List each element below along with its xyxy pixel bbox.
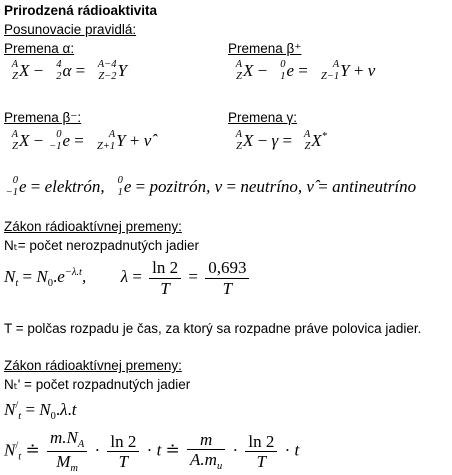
beta-minus-equation: A Z X − 0 −1 e = A Z+1 Y + ν̂ — [11, 129, 152, 152]
electron-text: elektrón — [44, 177, 101, 196]
title: Prirodzená rádioaktivita — [4, 3, 158, 18]
neutrino-text: neutríno — [240, 177, 298, 196]
shift-rules-heading: Posunovacie pravidlá: — [4, 22, 137, 37]
law2-heading: Zákon rádioaktívnej premeny: — [4, 358, 182, 373]
decay-constant-value: 0,693 — [205, 258, 249, 279]
beta-plus-equation: A Z X − 0 1 e = A Z−1 Y + ν — [235, 59, 376, 82]
alpha-equation: A Z X − 4 2 α = A−4 Z−2 Y — [11, 59, 127, 82]
beta-plus-label: Premena β⁺ — [228, 41, 302, 56]
particle-definitions: 0 −1 e = elektrón, 0 1 e = pozitrón, ν = neutríno, ν̂ = antineutríno — [5, 175, 417, 198]
positron-text: pozitrón — [149, 177, 207, 196]
decayed-nuclei-equation: $N^/_t = N_0.\lambda.t$ — [4, 400, 77, 422]
law1-definition: Nₜ= počet nerozpadnutých jadier — [4, 238, 199, 253]
ln2-numerator: ln 2 — [149, 258, 181, 279]
half-life-note: T = polčas rozpadu je čas, za ktorý sa rozpadne práve polovica jadier. — [4, 321, 422, 336]
law1-heading: Zákon rádioaktívnej premeny: — [4, 219, 182, 234]
beta-minus-label: Premena β⁻: — [4, 110, 82, 125]
decay-law-equation: $N_t = N_0.e^{-\lambda.t}$, λ = $\frac{\ln 2}{T}$ = $\frac{0,693}{T}$ — [4, 258, 252, 298]
law2-definition: Nₜ' = počet rozpadnutých jadier — [4, 377, 191, 392]
alpha-label: Premena α: — [4, 41, 75, 56]
antineutrino-text: antineutríno — [332, 177, 417, 196]
mass-equation: $N^/_t$ ≐ $\frac{m.N_A}{M_m}$ · $\frac{\ln 2}{T}$ · t ≐ $\frac{m}{A.m_u}$ · $\frac{\ln 2}{T}$ · t — [4, 428, 300, 475]
gamma-label: Premena γ: — [228, 110, 298, 125]
gamma-equation: A Z X − γ = A Z X* — [235, 129, 327, 152]
